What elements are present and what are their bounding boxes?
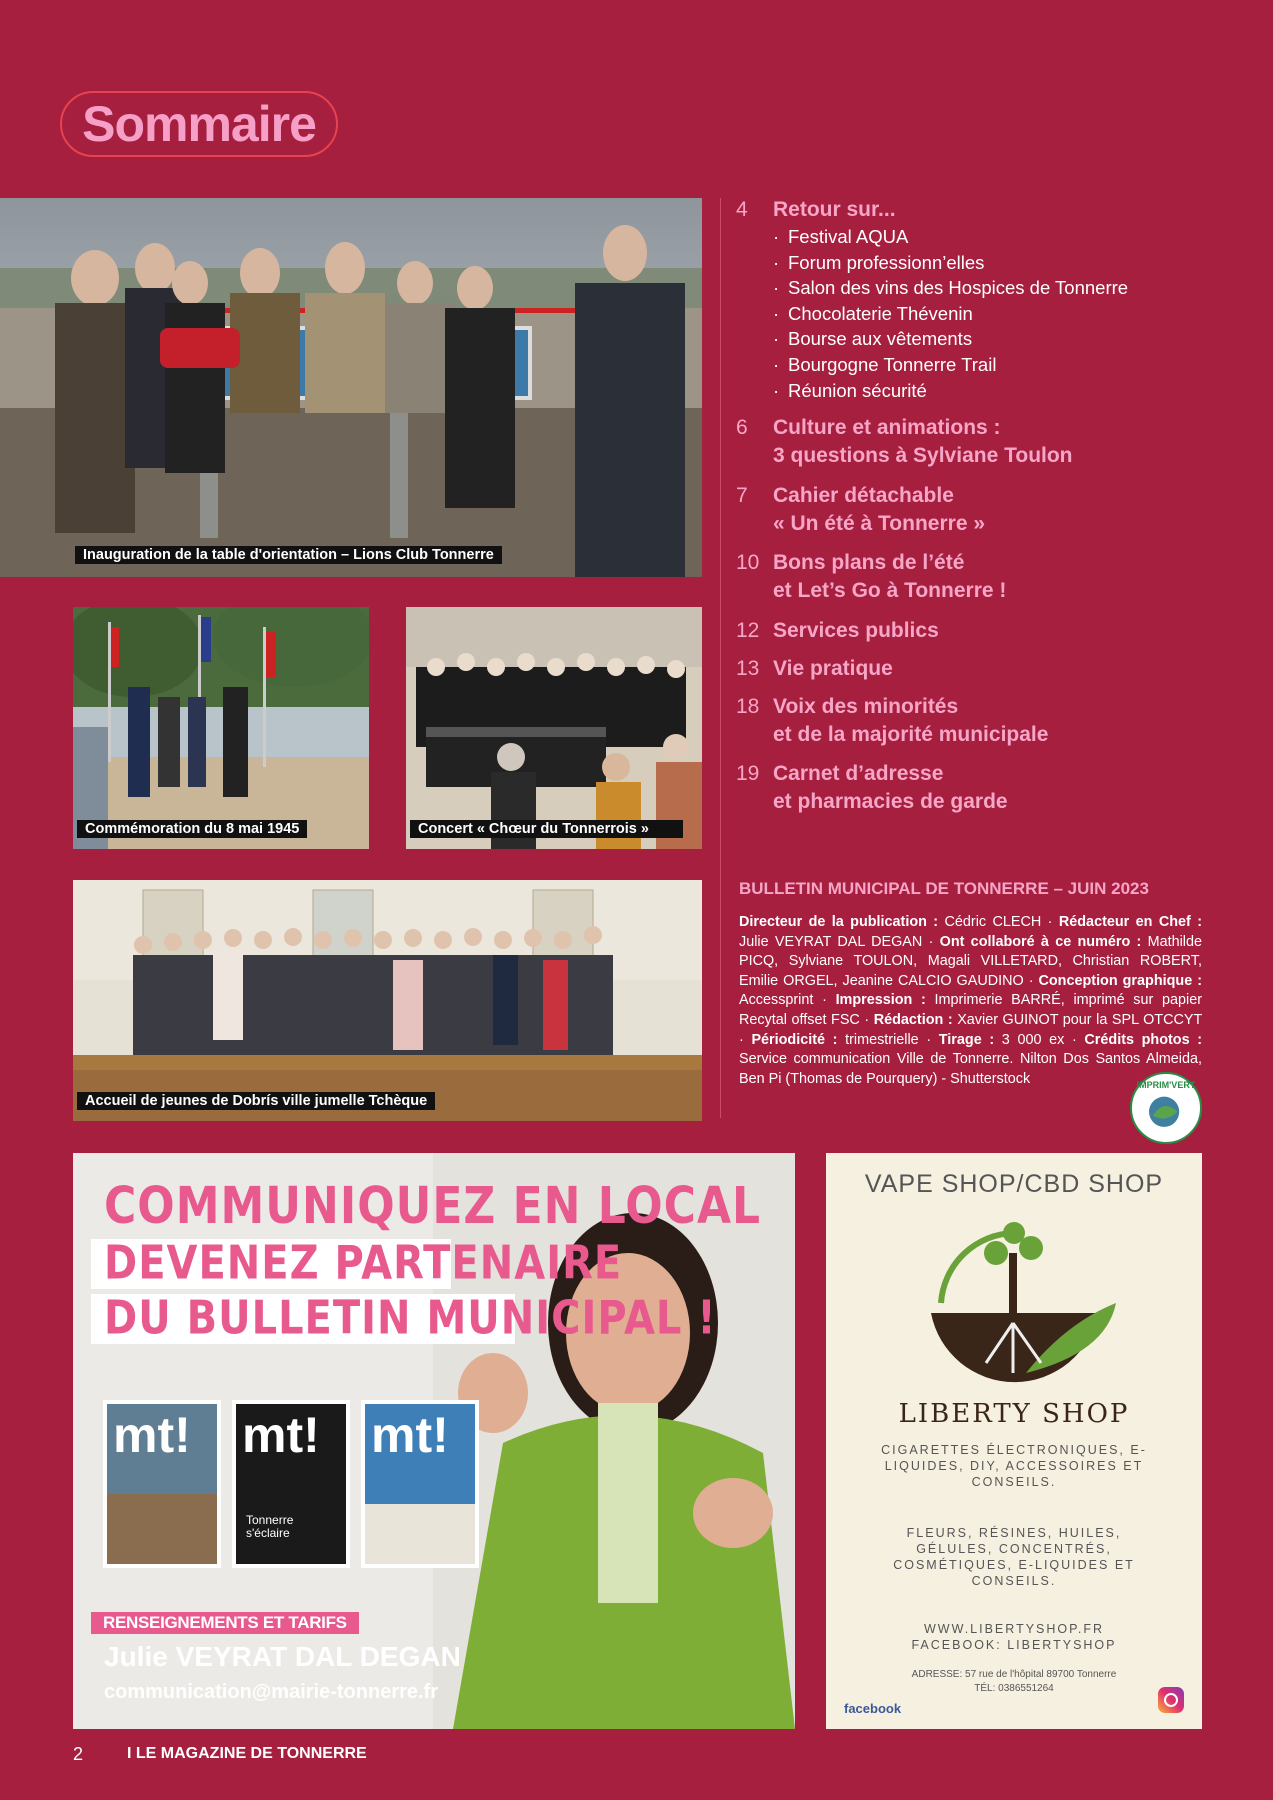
page-number: 2 <box>73 1744 84 1764</box>
photo-commemoration <box>73 607 369 849</box>
ad-partner-bulletin[interactable] <box>73 1153 795 1729</box>
toc-subitem: · Salon des vins des Hospices de Tonnerre <box>773 275 1128 301</box>
credit-value: Service communication Ville de Tonnerre. Nilton Dos Santos Almeida, Ben Pi (Thomas de Pourquery) - Shutterstock <box>739 1051 1202 1087</box>
credit-label: Rédaction : <box>873 1011 953 1028</box>
credit-label: Conception graphique : <box>1038 972 1202 989</box>
brand-name: LIBERTY SHOP <box>898 1399 1130 1429</box>
photo-caption: Concert « Chœur du Tonnerrois » <box>410 820 683 838</box>
leaf-icon <box>1132 1074 1200 1142</box>
ad-headline-2: DEVENEZ PARTENAIRE <box>104 1237 623 1290</box>
photo-accueil-image <box>73 880 702 1121</box>
credit-label: Rédacteur en Chef : <box>1058 914 1203 930</box>
credits-block: Directeur de la publication : Cédric CLECH · Rédacteur en Chef : Julie VEYRAT DAL DEGAN · Ont collaboré à ce numéro : Mathilde PICQ, Sylviane TOULON, Magali VILLETARD, Christian ROBERT, Emilie ORGEL, Jeanine CALCIO GAUDINO · Conception graphique : Accessprint · Impression : Imprimerie BARRÉ, imprimé sur papier Recytal offset FSC · Rédaction : Xavier GUINOT pour la SPL OTCCYT · Périodicité : trimestrielle · Tirage : 3 000 ex · Crédits photos : Service communication Ville de Tonnerre. Nilton Dos Santos Almeida, Ben Pi (Thomas de Pourquery) - Shutterstock <box>739 914 1203 1087</box>
toc-title-line2: et Let’s Go à Tonnerre ! <box>773 579 1007 602</box>
contact-name: Julie VEYRAT DAL DEGAN <box>104 1641 461 1672</box>
toc-title-line2: « Un été à Tonnerre » <box>773 512 986 535</box>
toc-title: Carnet d’adresse <box>773 762 944 785</box>
toc-title: Retour sur... <box>773 198 896 221</box>
photo-inauguration-image <box>0 198 702 577</box>
toc-page-number: 19 <box>736 762 760 785</box>
toc-subitems <box>773 224 1128 403</box>
credit-value: trimestrielle <box>845 1031 919 1048</box>
ad-description: FLEURS, RÉSINES, HUILES, GÉLULES, CONCENTRÉS, COSMÉTIQUES, E-LIQUIDES ET CONSEILS. <box>893 1526 1135 1588</box>
photo-commemoration-image <box>73 607 369 849</box>
toc-title-line2: 3 questions à Sylviane Toulon <box>773 444 1073 467</box>
ad-headline: COMMUNIQUEZ EN LOCAL <box>104 1177 762 1236</box>
toc-page-number: 13 <box>736 657 760 680</box>
credit-value: Imprimerie BARRÉ, imprimé sur papier Recytal offset FSC <box>739 992 1202 1028</box>
toc-subitem: · Chocolaterie Thévenin <box>773 301 1128 327</box>
toc-title: Culture et animations : <box>773 416 1001 439</box>
ad-headline-3: DU BULLETIN MUNICIPAL ! <box>104 1292 717 1345</box>
contact-email-link[interactable]: communication@mairie-tonnerre.fr <box>104 1681 439 1703</box>
toc-title: Services publics <box>773 619 939 642</box>
facebook-icon[interactable]: facebook <box>844 1701 902 1716</box>
photo-caption: Commémoration du 8 mai 1945 <box>77 820 307 838</box>
ad-headline: VAPE SHOP/CBD SHOP <box>864 1170 1164 1198</box>
magazine-logo: mt! <box>113 1407 191 1463</box>
toc-page-number: 10 <box>736 551 760 574</box>
badge-label: IMPRIM'VERT <box>1136 1080 1196 1090</box>
toc-page-number: 18 <box>736 695 760 718</box>
toc-subitem: · Réunion sécurité <box>773 378 1128 404</box>
toc-page-number: 7 <box>736 484 748 507</box>
toc-title: Vie pratique <box>773 657 893 680</box>
toc-page-number: 12 <box>736 619 760 642</box>
photo-caption: Accueil de jeunes de Dobrís ville jumelle Tchèque <box>77 1092 435 1110</box>
magazine-cover <box>361 1400 479 1568</box>
toc-page-number: 6 <box>736 416 748 439</box>
credit-value: 3 000 ex <box>1001 1031 1065 1048</box>
tree-logo-icon <box>826 1213 1202 1413</box>
credit-label: Périodicité : <box>751 1031 838 1048</box>
imprim-vert-badge <box>1130 1072 1202 1144</box>
footer-title: I LE MAGAZINE DE TONNERRE <box>127 1745 367 1762</box>
photo-accueil <box>73 880 702 1121</box>
toc-divider <box>720 198 721 1118</box>
shop-phone: TÉL: 0386551264 <box>974 1683 1054 1694</box>
toc-title: Voix des minorités <box>773 695 959 718</box>
toc-subitem: · Bourgogne Tonnerre Trail <box>773 352 1128 378</box>
toc-title-line2: et de la majorité municipale <box>773 723 1049 746</box>
toc-page-number: 4 <box>736 198 748 221</box>
magazine-quote: Tonnerre s'éclaire <box>246 1513 294 1540</box>
credit-label: Impression : <box>835 992 926 1009</box>
magazine-cover <box>232 1400 350 1568</box>
credit-label: Tirage : <box>938 1031 995 1048</box>
ad-description: CIGARETTES ÉLECTRONIQUES, E-LIQUIDES, DIY, ACCESSOIRES ET CONSEILS. <box>881 1443 1147 1489</box>
toc-subitem: · Festival AQUA <box>773 224 1128 250</box>
shop-address: ADRESSE: 57 rue de l'hôpital 89700 Tonnerre <box>911 1669 1117 1680</box>
toc-title: Bons plans de l’été <box>773 551 965 574</box>
credit-value: Xavier GUINOT pour la SPL OTCCYT <box>957 1011 1203 1028</box>
photo-concert-image <box>406 607 702 849</box>
bulletin-heading: BULLETIN MUNICIPAL DE TONNERRE – JUIN 2023 <box>739 879 1149 898</box>
magazine-cover <box>103 1400 221 1568</box>
photo-caption: Inauguration de la table d'orientation – Lions Club Tonnerre <box>75 546 502 564</box>
page-title: Sommaire <box>60 91 338 157</box>
magazine-logo: mt! <box>242 1407 320 1463</box>
ad-liberty-shop[interactable] <box>826 1153 1202 1729</box>
photo-concert <box>406 607 702 849</box>
toc-title-line2: et pharmacies de garde <box>773 790 1008 813</box>
credit-label: Crédits photos : <box>1084 1031 1203 1048</box>
website-link[interactable]: WWW.LIBERTYSHOP.FR <box>923 1622 1104 1636</box>
photo-inauguration <box>0 198 702 577</box>
credit-value: Accessprint <box>739 992 814 1009</box>
credit-value: Julie VEYRAT DAL DEGAN <box>739 933 923 950</box>
credit-value: Cédric CLECH <box>944 914 1042 930</box>
toc-title: Cahier détachable <box>773 484 954 507</box>
toc-subitem: · Bourse aux vêtements <box>773 326 1128 352</box>
credit-value: Mathilde PICQ, Sylviane TOULON, Magali VILLETARD, Christian ROBERT, Emilie ORGEL, Jeanine CALCIO GAUDINO <box>739 933 1203 989</box>
credit-label: Ont collaboré à ce numéro : <box>939 933 1142 950</box>
toc-subitem: · Forum professionn’elles <box>773 250 1128 276</box>
credit-label: Directeur de la publication : <box>739 914 939 930</box>
magazine-logo: mt! <box>371 1407 449 1463</box>
info-label: RENSEIGNEMENTS ET TARIFS <box>91 1612 359 1634</box>
instagram-icon[interactable] <box>1158 1687 1184 1713</box>
facebook-handle[interactable]: FACEBOOK: LIBERTYSHOP <box>911 1638 1117 1652</box>
